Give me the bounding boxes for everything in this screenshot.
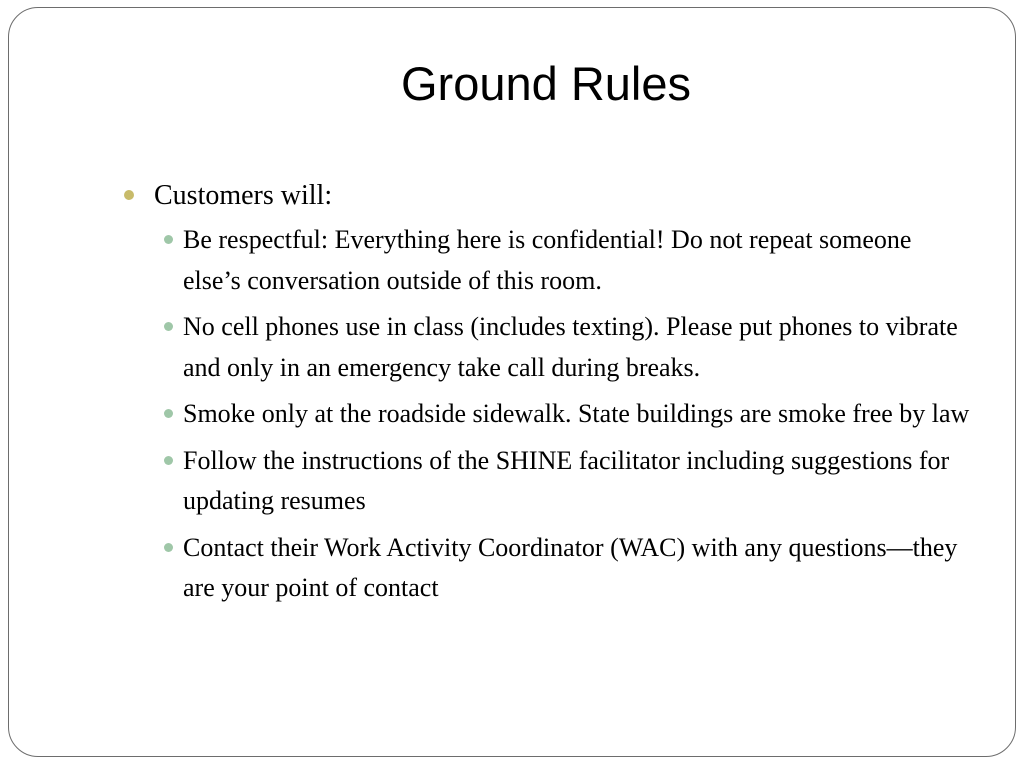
rule-text: Contact their Work Activity Coordinator (WAC) with any questions—they are your point of contact xyxy=(183,532,958,602)
sub-bullet-icon xyxy=(164,322,173,331)
list-item xyxy=(124,307,974,388)
main-point-text: Customers will: xyxy=(154,180,333,211)
rule-text: No cell phones use in class (includes texting). Please put phones to vibrate and only in an emergency take call during breaks. xyxy=(183,312,958,382)
sub-bullet-icon xyxy=(164,409,173,418)
rule-text: Follow the instructions of the SHINE facilitator including suggestions for updating resumes xyxy=(183,445,950,515)
rules-list xyxy=(124,220,974,609)
list-item xyxy=(124,528,974,609)
rule-text: Be respectful: Everything here is confidential! Do not repeat someone else’s conversation outside of this room. xyxy=(183,225,912,295)
slide-frame xyxy=(8,7,1016,757)
sub-bullet-icon xyxy=(164,543,173,552)
list-item xyxy=(124,220,974,301)
main-point xyxy=(124,176,974,216)
slide-body xyxy=(124,176,974,615)
list-item xyxy=(124,441,974,522)
sub-bullet-icon xyxy=(164,235,173,244)
list-item xyxy=(124,394,974,435)
bullet-icon xyxy=(124,190,134,200)
rule-text: Smoke only at the roadside sidewalk. State buildings are smoke free by law xyxy=(183,399,970,428)
slide-title: Ground Rules xyxy=(401,57,691,110)
sub-bullet-icon xyxy=(164,456,173,465)
